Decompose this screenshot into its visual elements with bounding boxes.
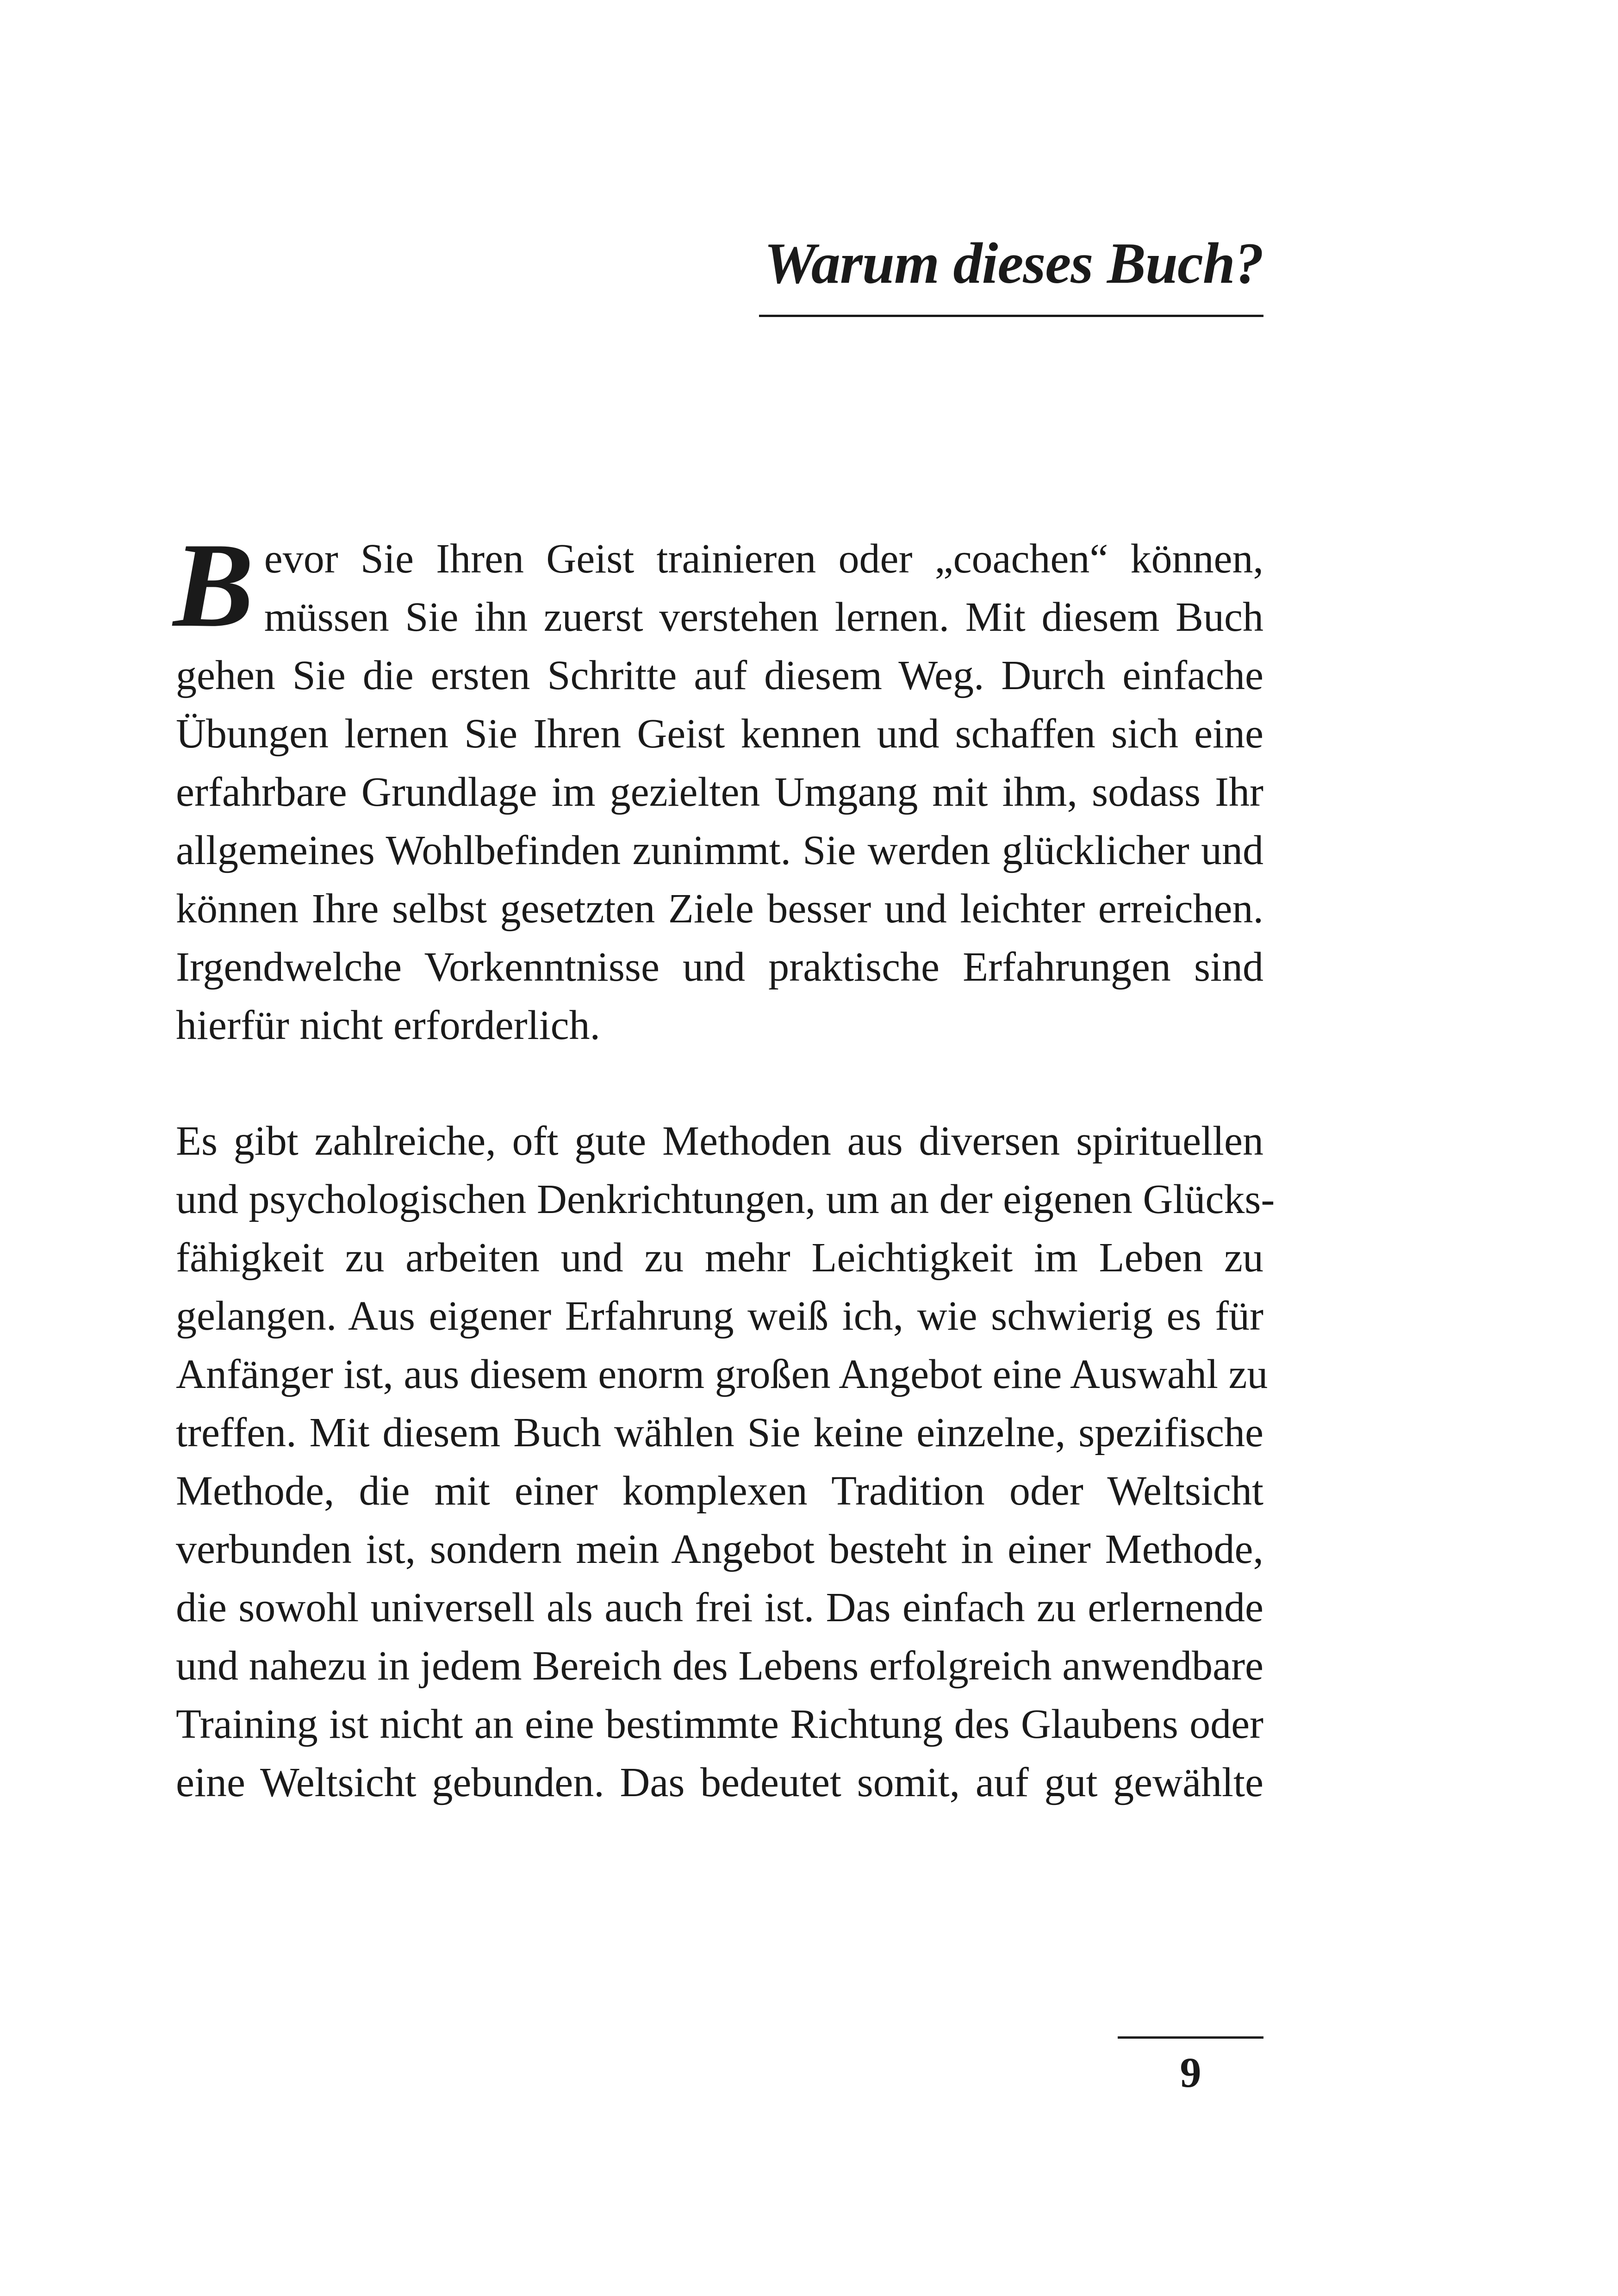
title-underline-rule xyxy=(759,315,1263,317)
text-line: und psychologischen Denkrichtungen, um an der eigenen Glücks- xyxy=(176,1176,1275,1222)
text-line: Anfänger ist, aus diesem enorm großen Angebot eine Auswahl zu xyxy=(176,1351,1268,1397)
text-line: Training ist nicht an eine bestimmte Richtung des Glaubens oder xyxy=(176,1701,1263,1747)
text-line: können Ihre selbst gesetzten Ziele besser und leichter erreichen. xyxy=(176,886,1263,932)
text-line: fähigkeit zu arbeiten und zu mehr Leichtigkeit im Leben zu xyxy=(176,1235,1263,1281)
text-line: die sowohl universell als auch frei ist. Das einfach zu erlernende xyxy=(176,1585,1263,1630)
text-line: treffen. Mit diesem Buch wählen Sie keine einzelne, spezifische xyxy=(176,1410,1263,1456)
text-line: gelangen. Aus eigener Erfahrung weiß ich, wie schwierig es für xyxy=(176,1293,1263,1339)
drop-cap: B xyxy=(173,518,254,652)
text-line: allgemeines Wohlbefinden zunimmt. Sie werden glücklicher und xyxy=(176,828,1263,873)
chapter-title: Warum dieses Buch? xyxy=(764,231,1263,296)
text-line: müssen Sie ihn zuerst verstehen lernen. Mit diesem Buch xyxy=(264,594,1263,640)
text-line: hierfür nicht erforderlich. xyxy=(176,1002,601,1048)
page-number: 9 xyxy=(1180,2049,1201,2096)
body-text xyxy=(173,518,1275,1869)
text-line: erfahrbare Grundlage im gezielten Umgang mit ihm, sodass Ihr xyxy=(176,769,1263,815)
text-line: gehen Sie die ersten Schritte auf diesem Weg. Durch einfache xyxy=(176,653,1263,698)
text-line: evor Sie Ihren Geist trainieren oder „coachen“ können, xyxy=(264,536,1263,582)
paragraph-methods xyxy=(176,1112,1275,1812)
text-line: Irgendwelche Vorkenntnisse und praktische Erfahrungen sind xyxy=(176,944,1263,990)
text-line: eine Weltsicht gebunden. Das bedeutet somit, auf gut gewählte xyxy=(176,1760,1263,1805)
text-line: Übungen lernen Sie Ihren Geist kennen und schaffen sich eine xyxy=(176,711,1263,757)
paragraph-intro xyxy=(173,518,1263,1055)
footer-rule xyxy=(1118,2036,1263,2039)
chapter-header xyxy=(759,227,1263,317)
text-line: verbunden ist, sondern mein Angebot besteht in einer Methode, xyxy=(176,1526,1263,1572)
page-footer xyxy=(1118,2036,1263,2098)
text-line: Methode, die mit einer komplexen Tradition oder Weltsicht xyxy=(176,1468,1263,1514)
text-line: Es gibt zahlreiche, oft gute Methoden aus diversen spirituellen xyxy=(176,1118,1263,1164)
text-line: und nahezu in jedem Bereich des Lebens erfolgreich anwendbare xyxy=(176,1643,1263,1689)
